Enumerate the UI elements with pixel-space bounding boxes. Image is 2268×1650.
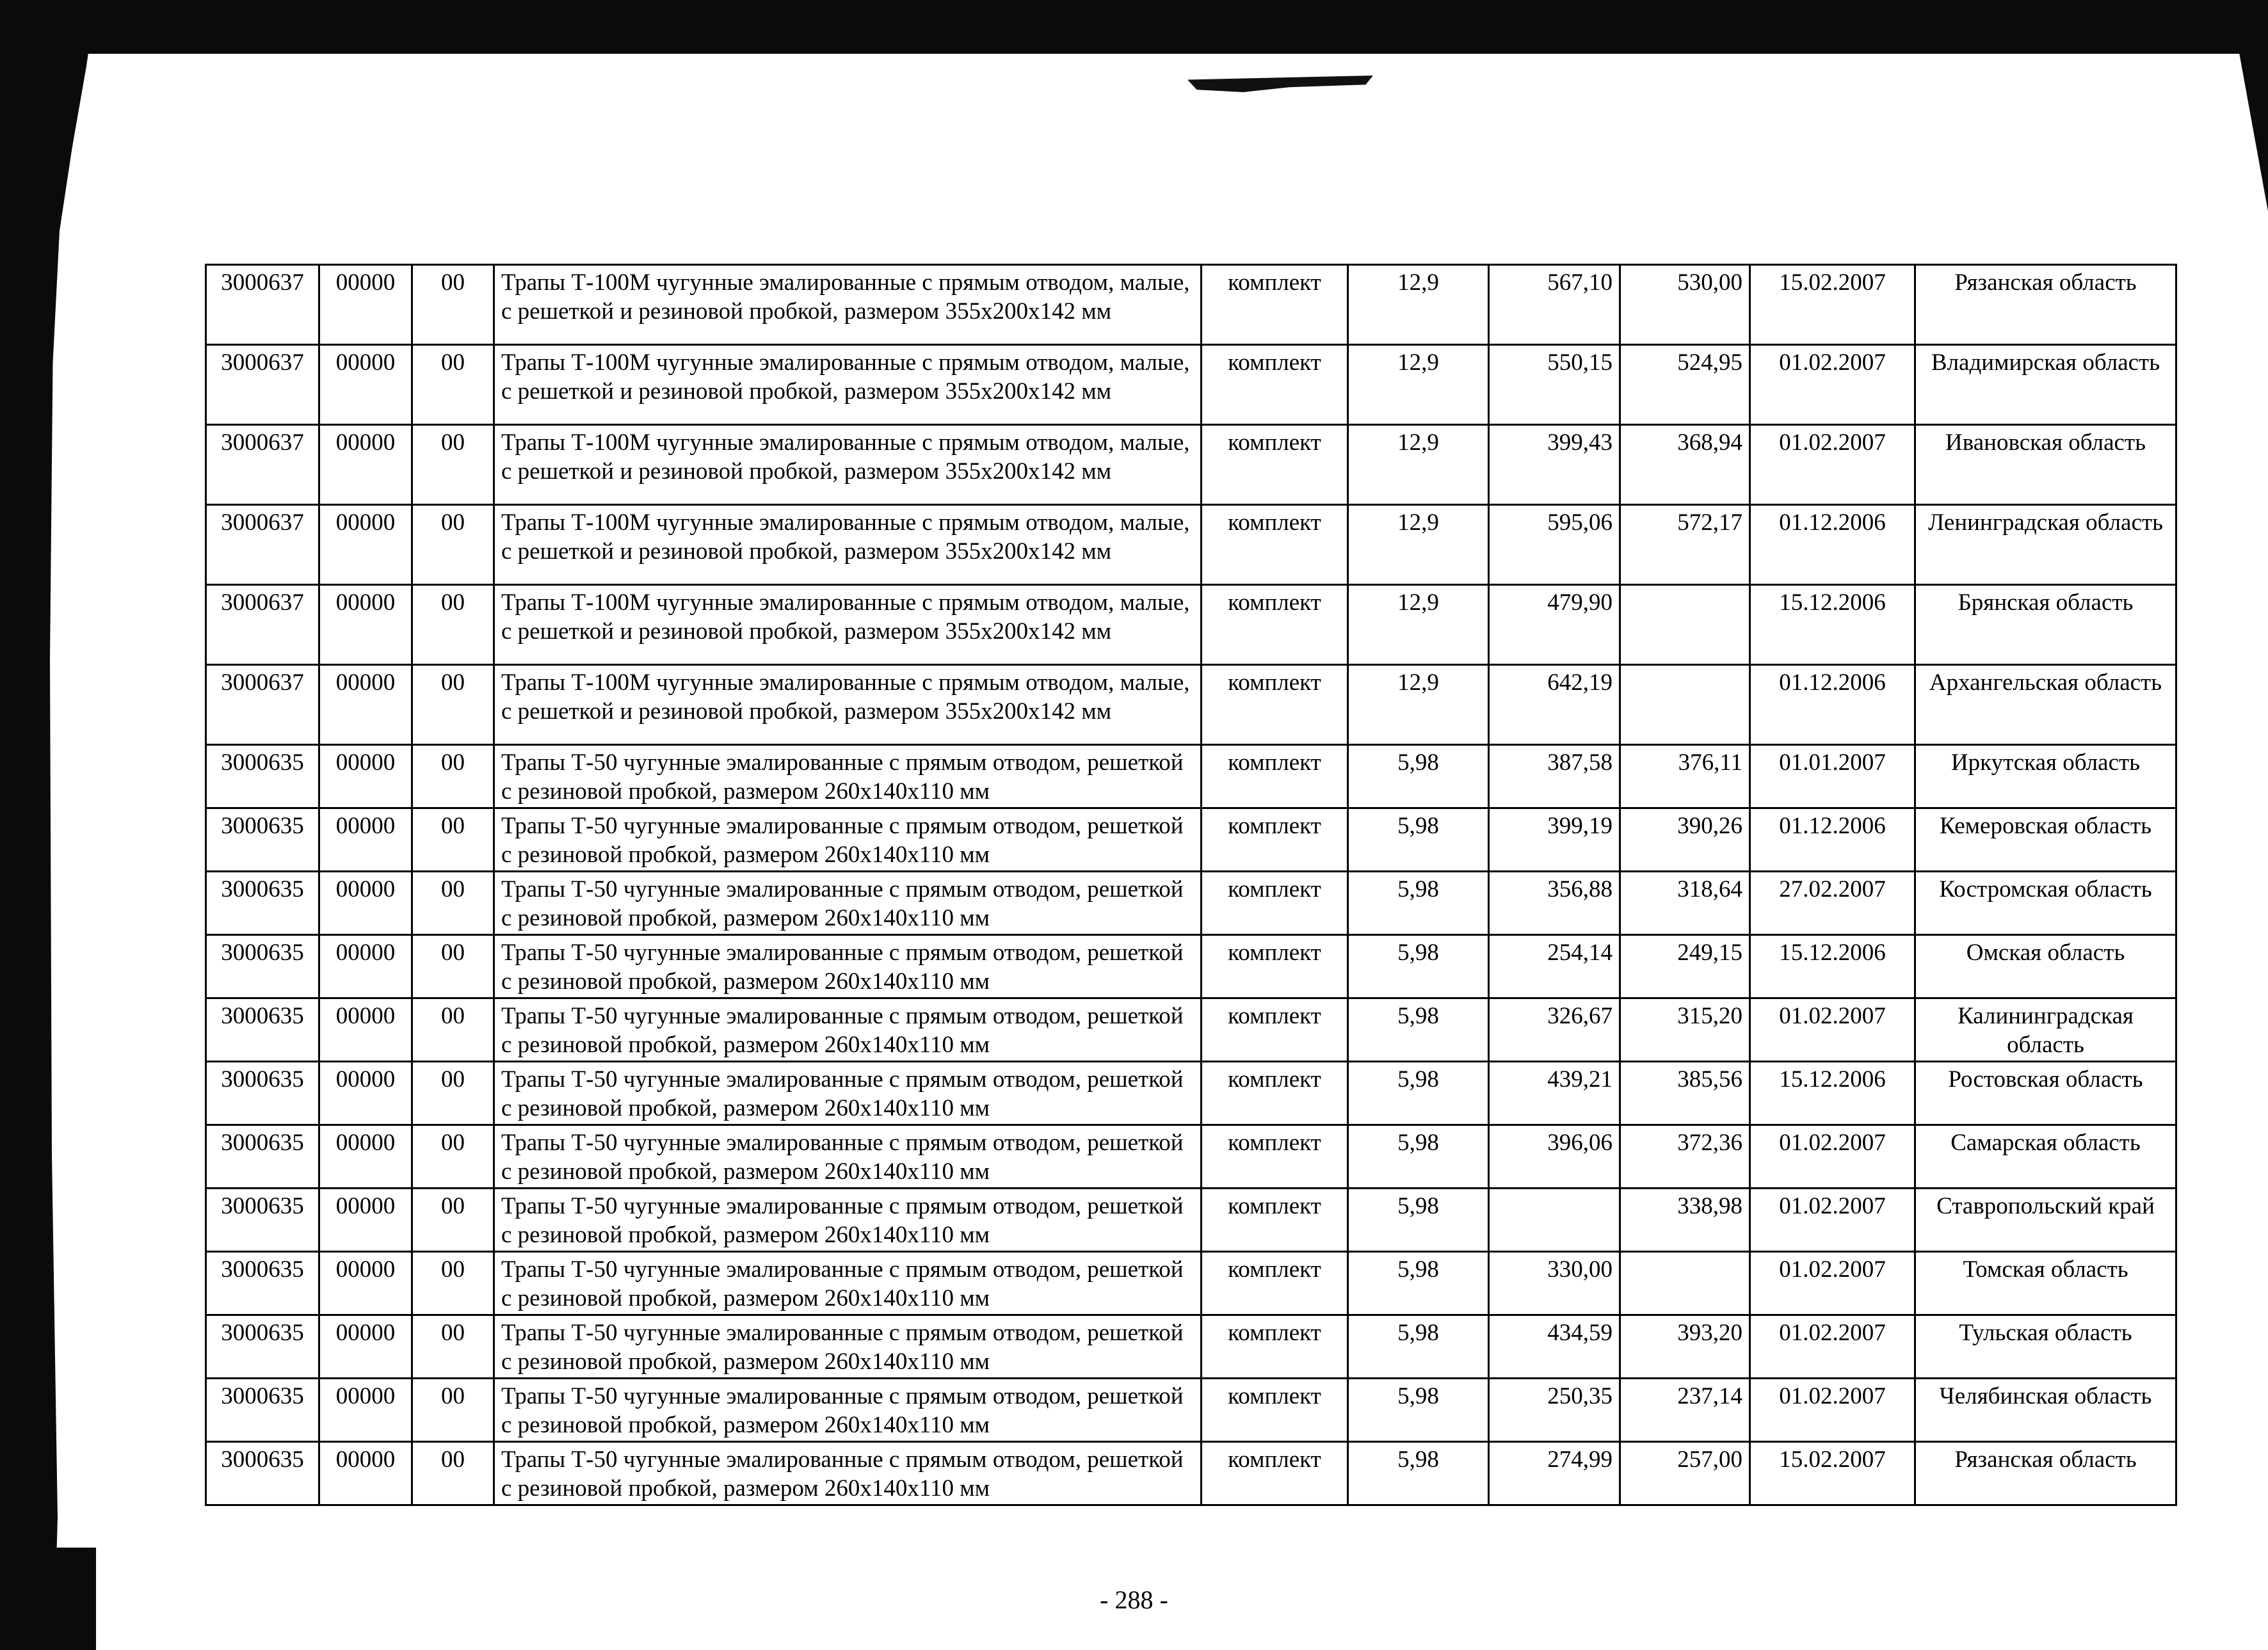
region-name-cell: Архангельская область <box>1915 665 2176 745</box>
region-name-cell: Омская область <box>1915 935 2176 998</box>
sub-code-cell: 00000 <box>319 1062 412 1125</box>
sub-code-cell: 00000 <box>319 425 412 505</box>
item-description-cell: Трапы Т-100М чугунные эмалированные с прямым отводом, малые, с решеткой и резиновой пробкой, размером 355х200х142 мм <box>494 425 1202 505</box>
unit-of-measure-cell: комплект <box>1202 1315 1348 1379</box>
price-date-cell: 01.12.2006 <box>1750 808 1915 872</box>
price-1-cell: 326,67 <box>1489 998 1620 1062</box>
unit-of-measure-cell: комплект <box>1202 265 1348 345</box>
price-1-cell: 387,58 <box>1489 745 1620 808</box>
table-row <box>206 1379 2176 1442</box>
item-weight-cell: 12,9 <box>1348 345 1489 425</box>
table-row <box>206 745 2176 808</box>
item-code-cell: 3000635 <box>206 808 319 872</box>
table-row <box>206 1189 2176 1252</box>
price-date-cell: 01.02.2007 <box>1750 998 1915 1062</box>
table-row <box>206 1442 2176 1505</box>
item-description-cell: Трапы Т-50 чугунные эмалированные с прямым отводом, решеткой с резиновой пробкой, размером 260х140х110 мм <box>494 1125 1202 1189</box>
sub-code-2-cell: 00 <box>412 585 494 665</box>
unit-of-measure-cell: комплект <box>1202 505 1348 585</box>
unit-of-measure-cell: комплект <box>1202 745 1348 808</box>
item-code-cell: 3000637 <box>206 585 319 665</box>
region-name-cell: Кемеровская область <box>1915 808 2176 872</box>
price-1-cell: 439,21 <box>1489 1062 1620 1125</box>
price-2-cell: 530,00 <box>1620 265 1750 345</box>
price-1-cell: 254,14 <box>1489 935 1620 998</box>
sub-code-2-cell: 00 <box>412 265 494 345</box>
price-2-cell <box>1620 665 1750 745</box>
sub-code-2-cell: 00 <box>412 1252 494 1315</box>
item-description-cell: Трапы Т-50 чугунные эмалированные с прямым отводом, решеткой с резиновой пробкой, размером 260х140х110 мм <box>494 1252 1202 1315</box>
price-date-cell: 15.12.2006 <box>1750 585 1915 665</box>
price-date-cell: 27.02.2007 <box>1750 872 1915 935</box>
scan-border-corner <box>2230 0 2268 211</box>
price-date-cell: 01.02.2007 <box>1750 1315 1915 1379</box>
price-1-cell: 642,19 <box>1489 665 1620 745</box>
unit-of-measure-cell: комплект <box>1202 808 1348 872</box>
item-code-cell: 3000635 <box>206 998 319 1062</box>
item-code-cell: 3000635 <box>206 935 319 998</box>
sub-code-cell: 00000 <box>319 1315 412 1379</box>
table-row <box>206 585 2176 665</box>
item-weight-cell: 5,98 <box>1348 1379 1489 1442</box>
sub-code-2-cell: 00 <box>412 935 494 998</box>
item-weight-cell: 5,98 <box>1348 1315 1489 1379</box>
item-code-cell: 3000635 <box>206 1379 319 1442</box>
table-row <box>206 1252 2176 1315</box>
region-name-cell: Рязанская область <box>1915 265 2176 345</box>
item-weight-cell: 5,98 <box>1348 1189 1489 1252</box>
item-description-cell: Трапы Т-100М чугунные эмалированные с прямым отводом, малые, с решеткой и резиновой пробкой, размером 355х200х142 мм <box>494 505 1202 585</box>
price-date-cell: 01.02.2007 <box>1750 1252 1915 1315</box>
sub-code-2-cell: 00 <box>412 665 494 745</box>
price-1-cell: 550,15 <box>1489 345 1620 425</box>
unit-of-measure-cell: комплект <box>1202 345 1348 425</box>
table-row <box>206 1062 2176 1125</box>
table-row <box>206 1125 2176 1189</box>
price-2-cell: 524,95 <box>1620 345 1750 425</box>
price-1-cell: 274,99 <box>1489 1442 1620 1505</box>
price-1-cell: 330,00 <box>1489 1252 1620 1315</box>
region-name-cell: Владимирская область <box>1915 345 2176 425</box>
item-code-cell: 3000637 <box>206 665 319 745</box>
price-date-cell: 01.02.2007 <box>1750 1125 1915 1189</box>
region-name-cell: Ленинградская область <box>1915 505 2176 585</box>
region-name-cell: Брянская область <box>1915 585 2176 665</box>
region-name-cell: Ставропольский край <box>1915 1189 2176 1252</box>
price-date-cell: 01.12.2006 <box>1750 505 1915 585</box>
sub-code-cell: 00000 <box>319 1252 412 1315</box>
table-row <box>206 345 2176 425</box>
price-date-cell: 15.02.2007 <box>1750 1442 1915 1505</box>
item-code-cell: 3000635 <box>206 1252 319 1315</box>
table-row <box>206 998 2176 1062</box>
price-2-cell: 385,56 <box>1620 1062 1750 1125</box>
unit-of-measure-cell: комплект <box>1202 1062 1348 1125</box>
item-description-cell: Трапы Т-100М чугунные эмалированные с прямым отводом, малые, с решеткой и резиновой пробкой, размером 355х200х142 мм <box>494 345 1202 425</box>
price-1-cell: 250,35 <box>1489 1379 1620 1442</box>
sub-code-cell: 00000 <box>319 872 412 935</box>
item-description-cell: Трапы Т-50 чугунные эмалированные с прямым отводом, решеткой с резиновой пробкой, размером 260х140х110 мм <box>494 808 1202 872</box>
item-description-cell: Трапы Т-50 чугунные эмалированные с прямым отводом, решеткой с резиновой пробкой, размером 260х140х110 мм <box>494 1442 1202 1505</box>
item-weight-cell: 12,9 <box>1348 265 1489 345</box>
price-date-cell: 01.02.2007 <box>1750 425 1915 505</box>
item-description-cell: Трапы Т-50 чугунные эмалированные с прямым отводом, решеткой с резиновой пробкой, размером 260х140х110 мм <box>494 935 1202 998</box>
sub-code-cell: 00000 <box>319 265 412 345</box>
item-code-cell: 3000635 <box>206 872 319 935</box>
price-date-cell: 01.12.2006 <box>1750 665 1915 745</box>
sub-code-cell: 00000 <box>319 1125 412 1189</box>
price-date-cell: 01.02.2007 <box>1750 1189 1915 1252</box>
table-row <box>206 872 2176 935</box>
item-weight-cell: 5,98 <box>1348 745 1489 808</box>
price-2-cell: 237,14 <box>1620 1379 1750 1442</box>
region-name-cell: Челябинская область <box>1915 1379 2176 1442</box>
sub-code-2-cell: 00 <box>412 1442 494 1505</box>
region-name-cell: Иркутская область <box>1915 745 2176 808</box>
price-2-cell: 390,26 <box>1620 808 1750 872</box>
item-code-cell: 3000637 <box>206 425 319 505</box>
table-row <box>206 808 2176 872</box>
item-code-cell: 3000635 <box>206 745 319 808</box>
item-weight-cell: 5,98 <box>1348 808 1489 872</box>
price-1-cell: 356,88 <box>1489 872 1620 935</box>
item-weight-cell: 5,98 <box>1348 1252 1489 1315</box>
region-name-cell: Тульская область <box>1915 1315 2176 1379</box>
price-date-cell: 01.02.2007 <box>1750 1379 1915 1442</box>
price-2-cell <box>1620 1252 1750 1315</box>
unit-of-measure-cell: комплект <box>1202 1252 1348 1315</box>
price-1-cell: 595,06 <box>1489 505 1620 585</box>
table-row <box>206 665 2176 745</box>
region-name-cell: Ивановская область <box>1915 425 2176 505</box>
unit-of-measure-cell: комплект <box>1202 1189 1348 1252</box>
unit-of-measure-cell: комплект <box>1202 872 1348 935</box>
sub-code-2-cell: 00 <box>412 1125 494 1189</box>
sub-code-cell: 00000 <box>319 998 412 1062</box>
region-name-cell: Костромская область <box>1915 872 2176 935</box>
sub-code-2-cell: 00 <box>412 1189 494 1252</box>
sub-code-cell: 00000 <box>319 1189 412 1252</box>
price-2-cell: 249,15 <box>1620 935 1750 998</box>
item-code-cell: 3000635 <box>206 1125 319 1189</box>
table-row <box>206 935 2176 998</box>
sub-code-2-cell: 00 <box>412 345 494 425</box>
item-weight-cell: 5,98 <box>1348 1442 1489 1505</box>
unit-of-measure-cell: комплект <box>1202 998 1348 1062</box>
item-description-cell: Трапы Т-100М чугунные эмалированные с прямым отводом, малые, с решеткой и резиновой пробкой, размером 355х200х142 мм <box>494 665 1202 745</box>
region-name-cell: Самарская область <box>1915 1125 2176 1189</box>
item-description-cell: Трапы Т-50 чугунные эмалированные с прямым отводом, решеткой с резиновой пробкой, размером 260х140х110 мм <box>494 745 1202 808</box>
sub-code-cell: 00000 <box>319 745 412 808</box>
table-row <box>206 425 2176 505</box>
unit-of-measure-cell: комплект <box>1202 665 1348 745</box>
item-code-cell: 3000635 <box>206 1062 319 1125</box>
region-name-cell: Калининградская область <box>1915 998 2176 1062</box>
price-table <box>205 264 2177 1506</box>
price-2-cell: 257,00 <box>1620 1442 1750 1505</box>
item-description-cell: Трапы Т-50 чугунные эмалированные с прямым отводом, решеткой с резиновой пробкой, размером 260х140х110 мм <box>494 872 1202 935</box>
price-2-cell: 376,11 <box>1620 745 1750 808</box>
unit-of-measure-cell: комплект <box>1202 1442 1348 1505</box>
item-code-cell: 3000637 <box>206 265 319 345</box>
scan-smudge-mark <box>1187 76 1373 92</box>
table-row <box>206 505 2176 585</box>
item-code-cell: 3000637 <box>206 505 319 585</box>
sub-code-cell: 00000 <box>319 505 412 585</box>
price-date-cell: 15.12.2006 <box>1750 1062 1915 1125</box>
item-weight-cell: 5,98 <box>1348 935 1489 998</box>
sub-code-cell: 00000 <box>319 808 412 872</box>
region-name-cell: Ростовская область <box>1915 1062 2176 1125</box>
price-1-cell: 396,06 <box>1489 1125 1620 1189</box>
price-1-cell <box>1489 1189 1620 1252</box>
price-date-cell: 01.01.2007 <box>1750 745 1915 808</box>
table-row <box>206 1315 2176 1379</box>
sub-code-2-cell: 00 <box>412 1315 494 1379</box>
price-date-cell: 15.12.2006 <box>1750 935 1915 998</box>
item-weight-cell: 12,9 <box>1348 665 1489 745</box>
sub-code-2-cell: 00 <box>412 808 494 872</box>
sub-code-2-cell: 00 <box>412 1062 494 1125</box>
unit-of-measure-cell: комплект <box>1202 585 1348 665</box>
price-2-cell <box>1620 585 1750 665</box>
price-1-cell: 479,90 <box>1489 585 1620 665</box>
item-code-cell: 3000635 <box>206 1442 319 1505</box>
sub-code-2-cell: 00 <box>412 425 494 505</box>
item-code-cell: 3000635 <box>206 1189 319 1252</box>
unit-of-measure-cell: комплект <box>1202 425 1348 505</box>
item-weight-cell: 5,98 <box>1348 1062 1489 1125</box>
table-body <box>206 265 2176 1505</box>
region-name-cell: Рязанская область <box>1915 1442 2176 1505</box>
sub-code-2-cell: 00 <box>412 1379 494 1442</box>
price-1-cell: 399,43 <box>1489 425 1620 505</box>
sub-code-2-cell: 00 <box>412 998 494 1062</box>
item-weight-cell: 5,98 <box>1348 1125 1489 1189</box>
sub-code-2-cell: 00 <box>412 745 494 808</box>
price-2-cell: 572,17 <box>1620 505 1750 585</box>
item-description-cell: Трапы Т-50 чугунные эмалированные с прямым отводом, решеткой с резиновой пробкой, размером 260х140х110 мм <box>494 1062 1202 1125</box>
sub-code-cell: 00000 <box>319 935 412 998</box>
price-1-cell: 434,59 <box>1489 1315 1620 1379</box>
price-2-cell: 368,94 <box>1620 425 1750 505</box>
scan-border-top <box>0 0 2268 54</box>
price-date-cell: 15.02.2007 <box>1750 265 1915 345</box>
unit-of-measure-cell: комплект <box>1202 1379 1348 1442</box>
item-weight-cell: 12,9 <box>1348 585 1489 665</box>
sub-code-cell: 00000 <box>319 345 412 425</box>
item-code-cell: 3000637 <box>206 345 319 425</box>
item-weight-cell: 5,98 <box>1348 872 1489 935</box>
item-weight-cell: 5,98 <box>1348 998 1489 1062</box>
item-weight-cell: 12,9 <box>1348 505 1489 585</box>
item-description-cell: Трапы Т-50 чугунные эмалированные с прямым отводом, решеткой с резиновой пробкой, размером 260х140х110 мм <box>494 1189 1202 1252</box>
sub-code-cell: 00000 <box>319 1442 412 1505</box>
scan-border-left <box>0 0 96 1650</box>
sub-code-cell: 00000 <box>319 665 412 745</box>
price-2-cell: 393,20 <box>1620 1315 1750 1379</box>
table-row <box>206 265 2176 345</box>
item-description-cell: Трапы Т-100М чугунные эмалированные с прямым отводом, малые, с решеткой и резиновой пробкой, размером 355х200х142 мм <box>494 265 1202 345</box>
unit-of-measure-cell: комплект <box>1202 935 1348 998</box>
sub-code-2-cell: 00 <box>412 872 494 935</box>
region-name-cell: Томская область <box>1915 1252 2176 1315</box>
page-number: - 288 - <box>1100 1585 1168 1614</box>
price-date-cell: 01.02.2007 <box>1750 345 1915 425</box>
sub-code-cell: 00000 <box>319 585 412 665</box>
item-weight-cell: 12,9 <box>1348 425 1489 505</box>
price-2-cell: 315,20 <box>1620 998 1750 1062</box>
price-1-cell: 399,19 <box>1489 808 1620 872</box>
item-description-cell: Трапы Т-50 чугунные эмалированные с прямым отводом, решеткой с резиновой пробкой, размером 260х140х110 мм <box>494 1379 1202 1442</box>
price-2-cell: 318,64 <box>1620 872 1750 935</box>
sub-code-2-cell: 00 <box>412 505 494 585</box>
item-description-cell: Трапы Т-50 чугунные эмалированные с прямым отводом, решеткой с резиновой пробкой, размером 260х140х110 мм <box>494 1315 1202 1379</box>
item-code-cell: 3000635 <box>206 1315 319 1379</box>
price-2-cell: 372,36 <box>1620 1125 1750 1189</box>
price-2-cell: 338,98 <box>1620 1189 1750 1252</box>
unit-of-measure-cell: комплект <box>1202 1125 1348 1189</box>
price-1-cell: 567,10 <box>1489 265 1620 345</box>
item-description-cell: Трапы Т-100М чугунные эмалированные с прямым отводом, малые, с решеткой и резиновой пробкой, размером 355х200х142 мм <box>494 585 1202 665</box>
item-description-cell: Трапы Т-50 чугунные эмалированные с прямым отводом, решеткой с резиновой пробкой, размером 260х140х110 мм <box>494 998 1202 1062</box>
sub-code-cell: 00000 <box>319 1379 412 1442</box>
